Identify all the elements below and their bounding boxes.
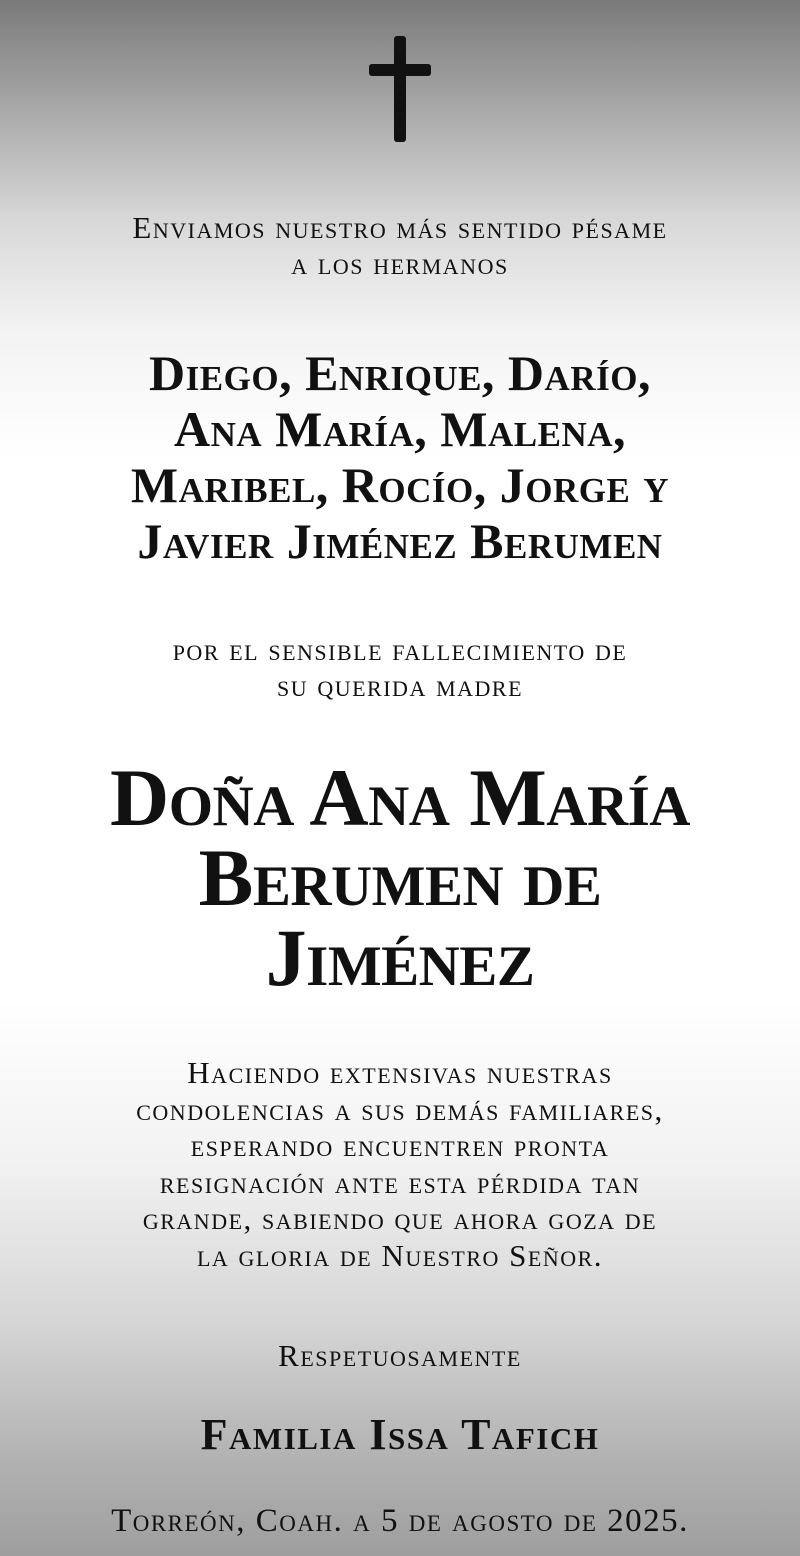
place-and-date: Torreón, Coah. a 5 de agosto de 2025. bbox=[111, 1503, 689, 1539]
condolences-line: esperando encuentren pronta bbox=[190, 1128, 610, 1163]
deceased-line: Jiménez bbox=[265, 912, 535, 1003]
condolences-line: resignación ante esta pérdida tan bbox=[159, 1164, 641, 1200]
signature-family: Familia Issa Tafich bbox=[200, 1410, 600, 1459]
closing-text: Respetuosamente bbox=[278, 1338, 522, 1373]
reason-text bbox=[40, 632, 760, 704]
deceased-name bbox=[40, 752, 760, 1003]
cross-horizontal-bar bbox=[369, 64, 431, 76]
condolences-line: Haciendo extensivas nuestras bbox=[187, 1055, 613, 1090]
condolences-line: condolencias a sus demás familiares, bbox=[136, 1091, 664, 1127]
reason-line: su querida madre bbox=[276, 668, 524, 703]
condolences-line: grande, sabiendo que ahora goza de bbox=[142, 1201, 658, 1236]
siblings-line: Maribel, Rocío, Jorge y bbox=[130, 457, 670, 513]
intro-line: a los hermanos bbox=[291, 246, 509, 281]
intro-line: Enviamos nuestro más sentido pésame bbox=[132, 210, 668, 245]
condolences-line: la gloria de Nuestro Señor. bbox=[196, 1237, 604, 1273]
latin-cross-icon bbox=[369, 36, 431, 142]
reason-line: por el sensible fallecimiento de bbox=[172, 632, 628, 667]
siblings-line: Ana María, Malena, bbox=[173, 401, 626, 457]
siblings-line: Javier Jiménez Berumen bbox=[137, 513, 663, 569]
siblings-line: Diego, Enrique, Darío, bbox=[149, 345, 651, 401]
siblings-names bbox=[40, 345, 760, 569]
intro-text bbox=[40, 210, 760, 282]
condolences-text bbox=[40, 1055, 760, 1274]
cross-vertical-bar bbox=[394, 36, 406, 142]
deceased-line: Berumen de bbox=[198, 832, 602, 923]
deceased-line: Doña Ana María bbox=[110, 752, 690, 843]
